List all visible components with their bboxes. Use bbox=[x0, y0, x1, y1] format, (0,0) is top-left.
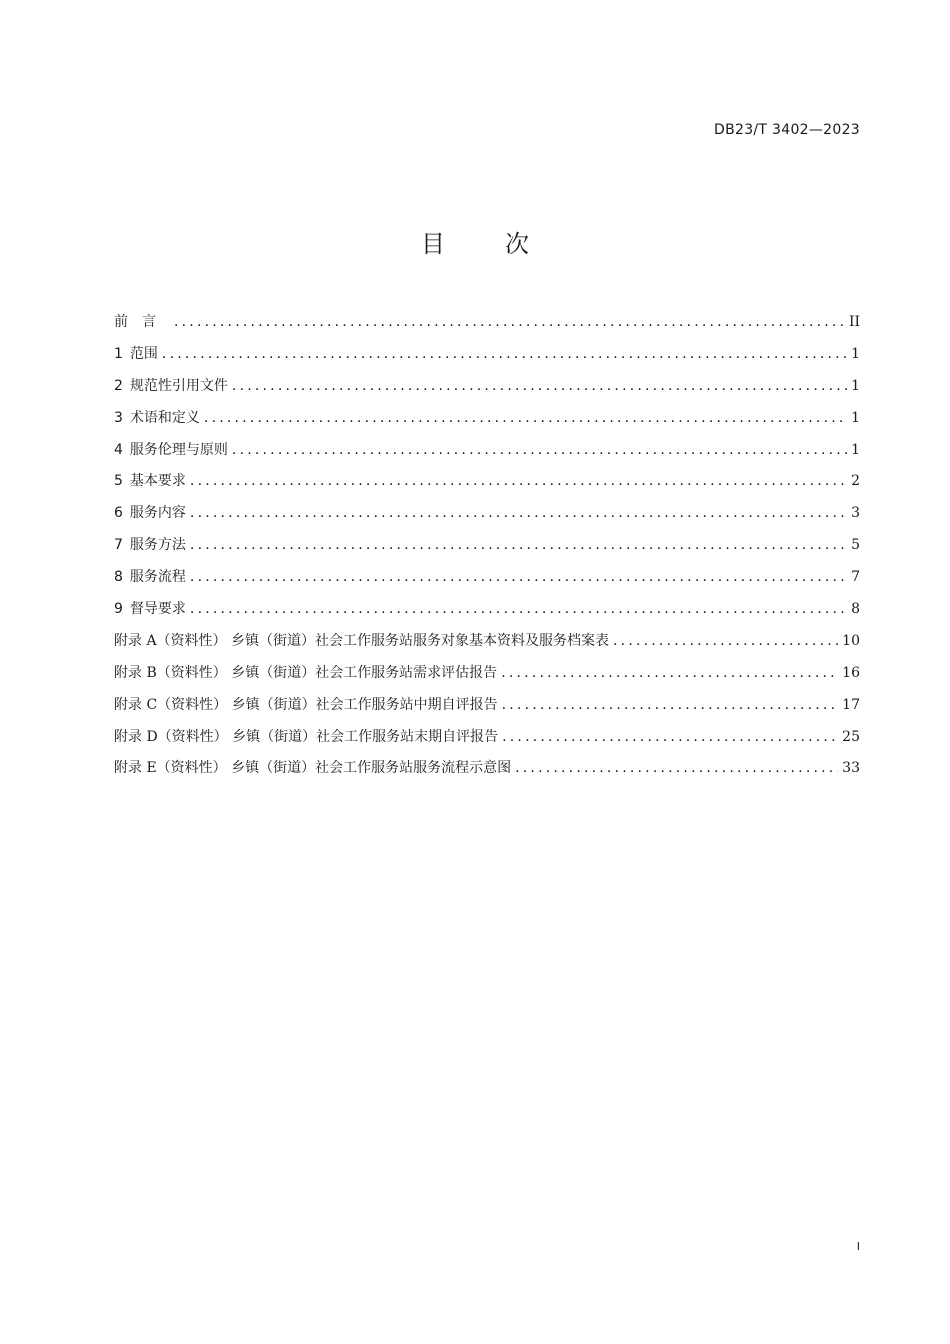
toc-entry-8[interactable] bbox=[114, 566, 860, 598]
toc-leader-dots bbox=[502, 729, 838, 745]
toc-entry-page: 1 bbox=[851, 345, 860, 362]
toc-entry-title: 服务方法 bbox=[129, 537, 186, 554]
toc-entry-number: 1 bbox=[114, 345, 123, 362]
toc-entry-2[interactable] bbox=[114, 375, 860, 407]
toc-leader-dots bbox=[613, 633, 838, 649]
toc-entry-number: 4 bbox=[114, 441, 123, 458]
toc-leader-dots bbox=[204, 410, 847, 426]
toc-entry-1[interactable] bbox=[114, 343, 860, 375]
toc-entry-title: 服务流程 bbox=[129, 569, 186, 586]
toc-entry-number: 7 bbox=[114, 537, 123, 554]
toc-entry-5[interactable] bbox=[114, 470, 860, 502]
toc-entry-title: 术语和定义 bbox=[129, 409, 200, 426]
toc-entry-page: II bbox=[848, 314, 860, 330]
toc-leader-dots bbox=[232, 378, 847, 394]
toc-entry-9[interactable] bbox=[114, 598, 860, 630]
toc-entry-4[interactable] bbox=[114, 439, 860, 471]
toc-entry-page: 2 bbox=[851, 473, 860, 490]
toc-leader-dots bbox=[190, 505, 847, 521]
toc-entry-page: 1 bbox=[851, 409, 860, 426]
toc-title: 目次 bbox=[421, 230, 589, 258]
toc-leader-dots bbox=[190, 601, 847, 617]
toc-entry-page: 1 bbox=[851, 441, 860, 458]
toc-entry-title: 范围 bbox=[129, 345, 158, 362]
page-number: I bbox=[856, 1240, 860, 1253]
toc-leader-dots bbox=[501, 665, 838, 681]
toc-leader-dots bbox=[190, 569, 847, 585]
toc-leader-dots bbox=[190, 537, 847, 553]
toc-leader-dots bbox=[162, 346, 847, 362]
toc-entry-title: 服务内容 bbox=[129, 505, 186, 522]
toc-entry-title: 前言 bbox=[114, 314, 170, 330]
toc-entry-number: 5 bbox=[114, 473, 123, 490]
toc-entry-title: 基本要求 bbox=[129, 473, 186, 490]
toc-leader-dots bbox=[232, 442, 847, 458]
toc-entry-page: 1 bbox=[851, 377, 860, 394]
document-code: DB23/T 3402—2023 bbox=[714, 122, 860, 138]
toc-entry-title: 附录 D（资料性） 乡镇（街道）社会工作服务站末期自评报告 bbox=[114, 728, 499, 745]
toc-entry-appendix-a[interactable] bbox=[114, 630, 860, 662]
toc-entry-title: 附录 B（资料性） 乡镇（街道）社会工作服务站需求评估报告 bbox=[114, 664, 498, 681]
toc-entry-number: 3 bbox=[114, 409, 123, 426]
toc-entry-6[interactable] bbox=[114, 502, 860, 534]
toc-entry-page: 33 bbox=[842, 760, 860, 777]
toc-entry-title: 服务伦理与原则 bbox=[129, 441, 228, 458]
toc-entry-page: 25 bbox=[842, 728, 860, 745]
toc-entry-number: 8 bbox=[114, 569, 123, 586]
toc-entry-page: 8 bbox=[851, 601, 860, 618]
toc-entry-page: 5 bbox=[851, 537, 860, 554]
toc-entry-3[interactable] bbox=[114, 407, 860, 439]
toc-entry-appendix-d[interactable] bbox=[114, 726, 860, 758]
toc-leader-dots bbox=[515, 760, 838, 776]
toc-entry-title: 附录 C（资料性） 乡镇（街道）社会工作服务站中期自评报告 bbox=[114, 696, 498, 713]
toc-entry-appendix-b[interactable] bbox=[114, 662, 860, 694]
toc-entry-page: 16 bbox=[842, 664, 860, 681]
toc-entry-title: 附录 A（资料性） 乡镇（街道）社会工作服务站服务对象基本资料及服务档案表 bbox=[114, 632, 610, 649]
toc-entry-page: 10 bbox=[842, 632, 860, 649]
toc-entry-page: 7 bbox=[851, 569, 860, 586]
toc-entry-7[interactable] bbox=[114, 534, 860, 566]
toc-entry-page: 17 bbox=[842, 696, 860, 713]
toc-leader-dots bbox=[190, 473, 847, 489]
toc-entry-number: 6 bbox=[114, 505, 123, 522]
toc-entry-number: 9 bbox=[114, 601, 123, 618]
toc-leader-dots bbox=[174, 314, 845, 330]
toc-leader-dots bbox=[502, 697, 839, 713]
toc-entry-title: 规范性引用文件 bbox=[129, 377, 228, 394]
toc-entry-title: 附录 E（资料性） 乡镇（街道）社会工作服务站服务流程示意图 bbox=[114, 760, 512, 777]
toc-entry-number: 2 bbox=[114, 377, 123, 394]
toc-entry-page: 3 bbox=[851, 505, 860, 522]
toc-entry-title: 督导要求 bbox=[129, 601, 186, 618]
toc-entry-foreword[interactable] bbox=[114, 311, 860, 343]
toc-entry-appendix-e[interactable] bbox=[114, 757, 860, 789]
toc-list bbox=[114, 311, 860, 789]
toc-entry-appendix-c[interactable] bbox=[114, 694, 860, 726]
